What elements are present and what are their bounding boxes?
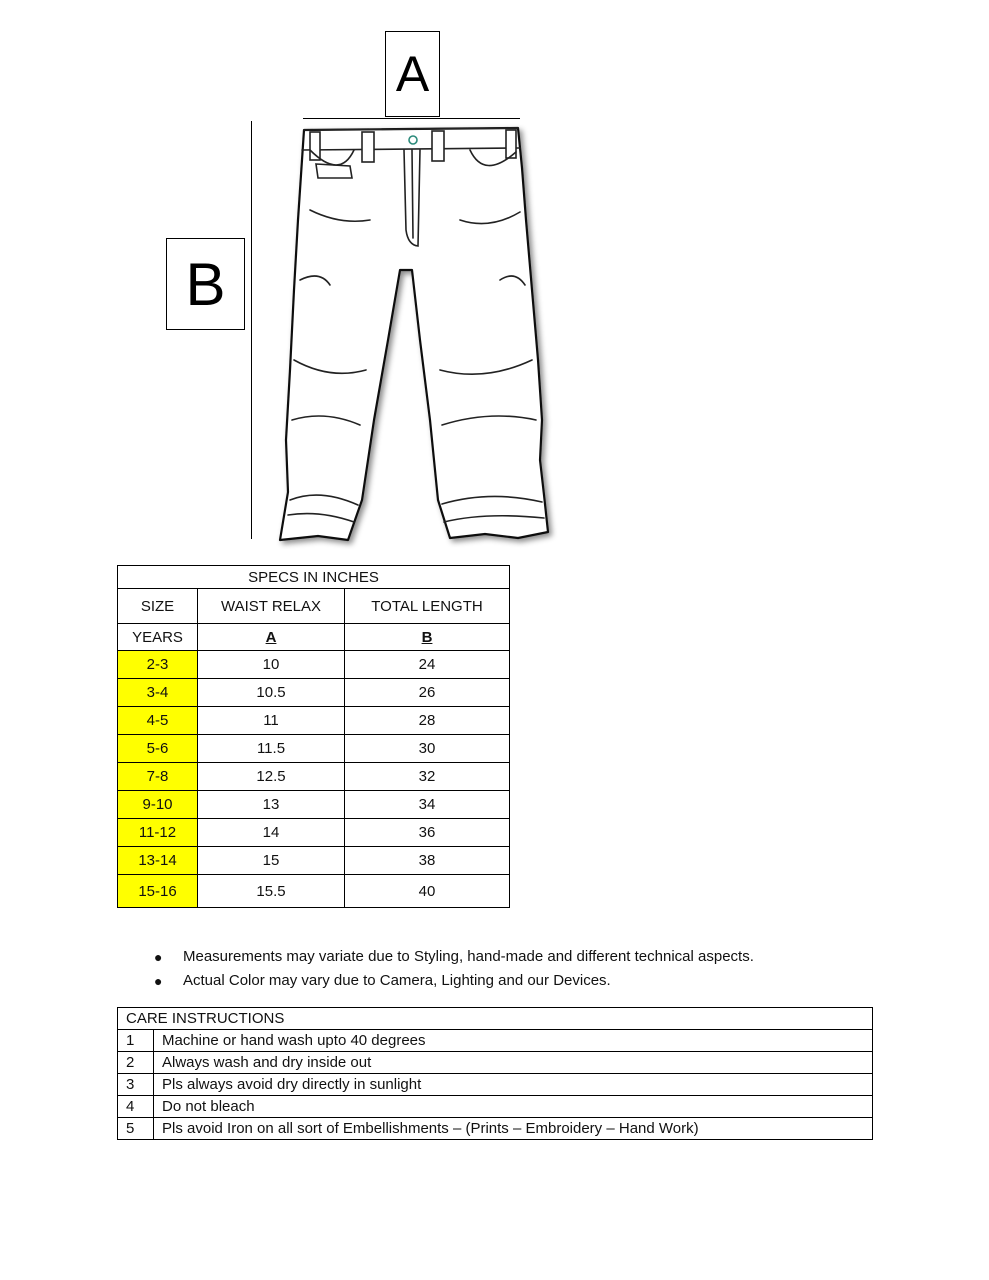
bullet-icon: ● — [154, 949, 163, 965]
waist-cell: 13 — [198, 791, 345, 819]
table-row — [118, 651, 510, 679]
length-cell: 24 — [345, 651, 510, 679]
care-num: 1 — [118, 1030, 154, 1052]
pants-line-drawing-icon — [270, 120, 560, 550]
waist-cell: 14 — [198, 819, 345, 847]
length-cell: 26 — [345, 679, 510, 707]
table-row — [118, 1052, 873, 1074]
specs-header-row — [118, 589, 510, 624]
size-cell: 2-3 — [118, 651, 198, 679]
size-cell: 7-8 — [118, 763, 198, 791]
length-cell: 30 — [345, 735, 510, 763]
waist-cell: 11 — [198, 707, 345, 735]
notes-list — [152, 945, 754, 993]
bullet-icon: ● — [154, 973, 163, 989]
header-waist-relax: WAIST RELAX — [198, 589, 345, 624]
subheader-b-text: B — [421, 628, 433, 646]
care-num: 3 — [118, 1074, 154, 1096]
length-measure-line — [251, 121, 252, 539]
table-row — [118, 735, 510, 763]
subheader-a — [198, 624, 345, 651]
specs-table — [117, 565, 510, 908]
care-title-row — [118, 1008, 873, 1030]
size-cell: 4-5 — [118, 707, 198, 735]
table-row — [118, 875, 510, 908]
subheader-b — [345, 624, 510, 651]
care-text: Machine or hand wash upto 40 degrees — [154, 1030, 873, 1052]
table-row — [118, 1074, 873, 1096]
subheader-years: YEARS — [118, 624, 198, 651]
label-a-text: A — [395, 46, 430, 102]
header-size: SIZE — [118, 589, 198, 624]
waist-cell: 10 — [198, 651, 345, 679]
label-a-box — [385, 31, 440, 117]
waist-cell: 15.5 — [198, 875, 345, 908]
care-num: 5 — [118, 1118, 154, 1140]
specs-title: SPECS IN INCHES — [118, 566, 510, 589]
table-row — [118, 1096, 873, 1118]
list-item — [152, 945, 754, 969]
specs-title-row — [118, 566, 510, 589]
label-b-text: B — [185, 250, 226, 318]
length-cell: 28 — [345, 707, 510, 735]
size-cell: 9-10 — [118, 791, 198, 819]
size-cell: 11-12 — [118, 819, 198, 847]
table-row — [118, 679, 510, 707]
care-num: 4 — [118, 1096, 154, 1118]
length-cell: 32 — [345, 763, 510, 791]
table-row — [118, 1030, 873, 1052]
waist-cell: 15 — [198, 847, 345, 875]
care-instructions-table — [117, 1007, 873, 1140]
length-cell: 36 — [345, 819, 510, 847]
header-total-length: TOTAL LENGTH — [345, 589, 510, 624]
care-text: Pls avoid Iron on all sort of Embellishments – (Prints – Embroidery – Hand Work) — [154, 1118, 873, 1140]
table-row — [118, 847, 510, 875]
length-cell: 40 — [345, 875, 510, 908]
specs-subheader-row — [118, 624, 510, 651]
note-text: Actual Color may vary due to Camera, Lighting and our Devices. — [183, 972, 611, 989]
label-b-box — [166, 238, 245, 330]
subheader-a-text: A — [265, 628, 277, 646]
size-cell: 3-4 — [118, 679, 198, 707]
waist-cell: 10.5 — [198, 679, 345, 707]
table-row — [118, 1118, 873, 1140]
table-row — [118, 819, 510, 847]
size-cell: 13-14 — [118, 847, 198, 875]
table-row — [118, 791, 510, 819]
list-item — [152, 969, 754, 993]
size-cell: 5-6 — [118, 735, 198, 763]
care-text: Always wash and dry inside out — [154, 1052, 873, 1074]
waist-cell: 11.5 — [198, 735, 345, 763]
table-row — [118, 707, 510, 735]
length-cell: 34 — [345, 791, 510, 819]
care-title: CARE INSTRUCTIONS — [118, 1008, 873, 1030]
table-row — [118, 763, 510, 791]
size-cell: 15-16 — [118, 875, 198, 908]
care-num: 2 — [118, 1052, 154, 1074]
length-cell: 38 — [345, 847, 510, 875]
care-text: Do not bleach — [154, 1096, 873, 1118]
waist-cell: 12.5 — [198, 763, 345, 791]
note-text: Measurements may variate due to Styling, hand-made and different technical aspects. — [183, 948, 754, 965]
care-text: Pls always avoid dry directly in sunlight — [154, 1074, 873, 1096]
waist-measure-line — [303, 118, 520, 119]
